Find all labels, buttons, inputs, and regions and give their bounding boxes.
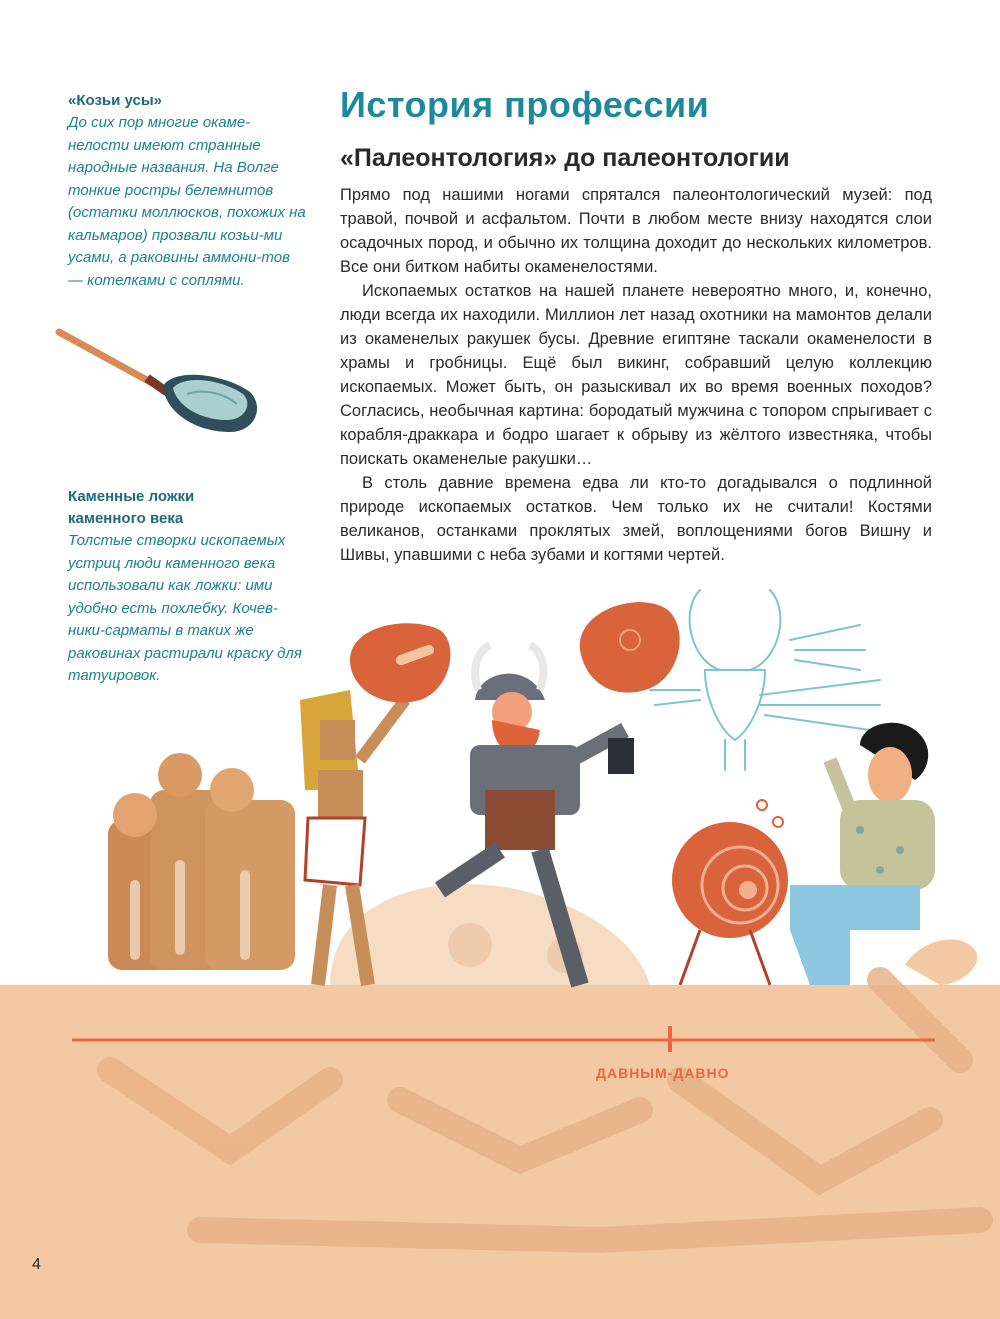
page-title: История профессии [340, 84, 710, 125]
sidebar-note-title-line2: каменного века [68, 510, 184, 527]
article-body [340, 183, 932, 567]
sidebar-note-text: До сих пор многие окаме-нелости имеют странные народные названия. На Волге тонкие ростры белемнитов (остатки моллюсков, похожих на кальмаров) прозвали козьи-ми усами, а раковины аммони-тов — котелками с соплями. [68, 114, 306, 289]
article-paragraph: Прямо под нашими ногами спрятался палеонтологический музей: под травой, почвой и асфальтом. Почти в любом месте внизу находятся слои осадочных пород, и обычно их толщина доходит до нескольких километров. Все они битком набиты окаменелостями. [340, 186, 932, 276]
article-paragraph: Ископаемых остатков на нашей планете невероятно много, и, конечно, люди всегда их находили. Миллион лет назад охотники на мамонтов делали из окаменелых ракушек бусы. Древние египтяне таскали окаменелости в храмы и гробницы. Ещё был викинг, собравший целую коллекцию ископаемых. Может быть, он разыскивал их во время военных походов? Согласись, необычная картина: бородатый мужчина с топором спрыгивает с корабля-драккара и бодро шагает к обрыву из жёлтого известняка, чтобы поискать окаменелые ракушки… [340, 282, 932, 468]
history-illustration [0, 575, 1000, 1319]
sidebar-note-text: Толстые створки ископаемых устриц люди каменного века использовали как ложки: ими удобно есть похлебку. Кочев-ники-сарматы в таких же раковинах растирали краску для татуировок. [68, 532, 302, 684]
scared-man-figure [790, 723, 977, 985]
cave-people-group [108, 753, 295, 970]
goat-devil-sketch [650, 590, 880, 770]
article-paragraph: В столь давние времена едва ли кто-то догадывался о подлинной природе ископаемых остатков. Чем только их не считали! Костями великанов, останками проклятых змей, воплощениями богов Вишну и Шивы, упавшими с неба зубами и когтями чертей. [340, 474, 932, 564]
sidebar-note-goat-whiskers [68, 90, 308, 292]
sidebar-note-title: «Козьи усы» [68, 92, 162, 109]
ammonite-fossil [672, 800, 788, 985]
section-subtitle: «Палеонтология» до палеонтологии [340, 144, 790, 172]
page-number: 4 [32, 1256, 41, 1273]
timeline-label: ДАВНЫМ-ДАВНО [596, 1065, 730, 1081]
skull-fossil [330, 884, 650, 985]
stone-spoon-illustration [55, 322, 265, 442]
sidebar-note-title-line1: Каменные ложки [68, 488, 195, 505]
fossil-spinning [580, 602, 680, 692]
